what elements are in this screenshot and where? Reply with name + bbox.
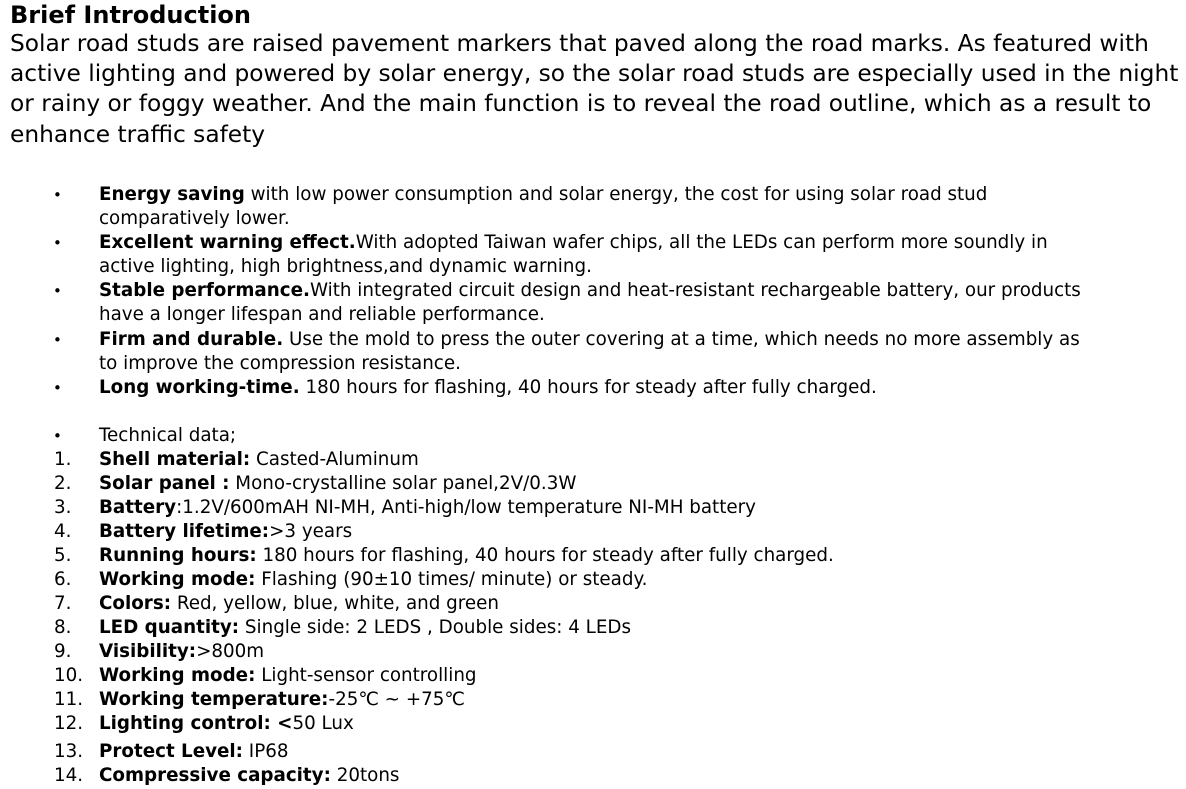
bullet-icon: • <box>53 379 62 397</box>
list-number: 10. <box>54 665 84 686</box>
spec-value: :1.2V/600mAH NI-MH, Anti-high/low temperature NI-MH battery <box>176 497 756 518</box>
list-number: 4. <box>54 521 72 542</box>
list-number: 6. <box>54 569 72 590</box>
spec-value: Red, yellow, blue, white, and green <box>171 593 499 614</box>
feature-title: Excellent warning effect. <box>99 232 356 253</box>
list-number: 12. <box>54 713 84 734</box>
spec-label: Working mode: <box>99 665 256 686</box>
list-number: 11. <box>54 689 84 710</box>
spec-label: Battery <box>99 497 177 518</box>
feature-text: with low power consumption and solar energy, the cost for using solar road stud <box>244 184 988 205</box>
feature-text-continuation: to improve the compression resistance. <box>99 353 461 374</box>
intro-paragraph: Solar road studs are raised pavement markers that paved along the road marks. As featured with active lighting and powered by solar energy, so the solar road studs are especially used in the night or rainy or foggy weather. And the main function is to reveal the road outline, which as a result to enhance traffic safety <box>10 30 1179 148</box>
feature-text: With integrated circuit design and heat-resistant rechargeable battery, our products <box>309 280 1081 301</box>
spec-value: Casted-Aluminum <box>250 449 419 470</box>
feature-text-continuation: comparatively lower. <box>99 208 290 229</box>
spec-value: Single side: 2 LEDS , Double sides: 4 LEDs <box>239 617 631 638</box>
page-heading: Brief Introduction <box>10 1 252 29</box>
feature-text-continuation: have a longer lifespan and reliable performance. <box>99 304 545 325</box>
spec-value: Flashing (90±10 times/ minute) or steady. <box>255 569 648 590</box>
list-number: 8. <box>54 617 72 638</box>
feature-title: Firm and durable. <box>99 329 284 350</box>
feature-title: Stable performance. <box>99 280 310 301</box>
list-number: 5. <box>54 545 72 566</box>
spec-value: 50 Lux <box>292 713 354 734</box>
spec-value: 20tons <box>330 765 400 786</box>
spec-value: >800m <box>196 641 265 662</box>
feature-text: 180 hours for flashing, 40 hours for steady after fully charged. <box>299 377 877 398</box>
spec-value: 180 hours for flashing, 40 hours for steady after fully charged. <box>256 545 834 566</box>
spec-label: Lighting control: < <box>99 713 293 734</box>
bullet-icon: • <box>53 186 62 204</box>
feature-text: Use the mold to press the outer covering at a time, which needs no more assembly as <box>283 329 1080 350</box>
list-number: 1. <box>54 449 72 470</box>
spec-label: Compressive capacity: <box>99 765 331 786</box>
spec-label: LED quantity: <box>99 617 240 638</box>
list-number: 13. <box>54 741 84 762</box>
spec-label: Colors: <box>99 593 172 614</box>
bullet-icon: • <box>53 282 62 300</box>
spec-value: Mono-crystalline solar panel,2V/0.3W <box>229 473 577 494</box>
bullet-icon: • <box>53 234 62 252</box>
feature-title: Energy saving <box>99 184 245 205</box>
spec-label: Visibility: <box>99 641 197 662</box>
bullet-icon: • <box>53 427 62 445</box>
section-heading: Technical data; <box>99 425 237 446</box>
spec-label: Working mode: <box>99 569 256 590</box>
spec-label: Shell material: <box>99 449 251 470</box>
spec-label: Protect Level: <box>99 741 243 762</box>
spec-label: Solar panel : <box>99 473 230 494</box>
list-number: 9. <box>54 641 72 662</box>
spec-label: Running hours: <box>99 545 257 566</box>
spec-label: Working temperature: <box>99 689 329 710</box>
list-number: 3. <box>54 497 72 518</box>
list-number: 14. <box>54 765 84 786</box>
spec-value: IP68 <box>243 741 289 762</box>
spec-value: >3 years <box>269 521 353 542</box>
list-number: 2. <box>54 473 72 494</box>
feature-text-continuation: active lighting, high brightness,and dynamic warning. <box>99 256 592 277</box>
spec-label: Battery lifetime: <box>99 521 270 542</box>
list-number: 7. <box>54 593 72 614</box>
feature-text: With adopted Taiwan wafer chips, all the LEDs can perform more soundly in <box>355 232 1048 253</box>
spec-value: Light-sensor controlling <box>255 665 477 686</box>
feature-title: Long working-time. <box>99 377 300 398</box>
spec-value: -25℃ ~ +75℃ <box>328 689 465 710</box>
bullet-icon: • <box>53 331 62 349</box>
